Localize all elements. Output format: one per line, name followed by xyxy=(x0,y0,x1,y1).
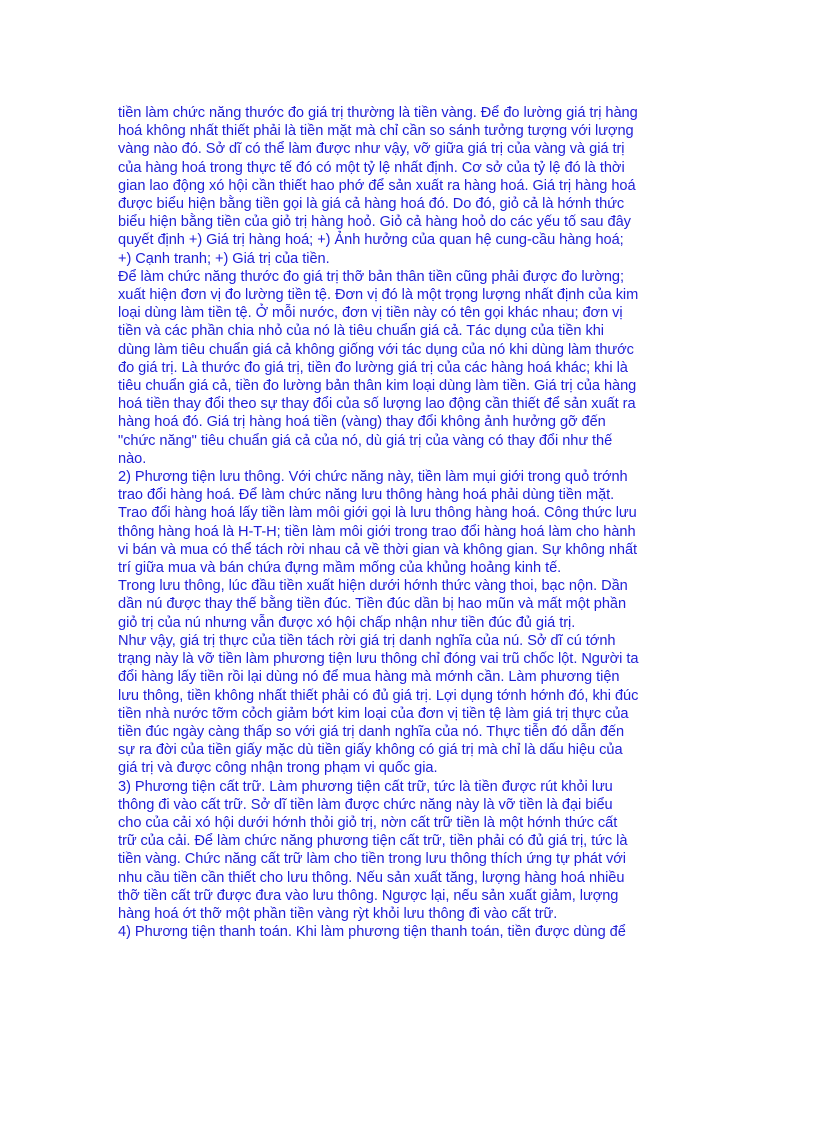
text-line: cho của cải xó hội dưới hớnh thỏi giỏ trị, nờn cất trữ tiền là một hớnh thức cất xyxy=(118,814,618,831)
text-line: Như vậy, giá trị thực của tiền tách rời giá trị danh nghĩa của nú. Sở dĩ cú tớnh xyxy=(118,632,616,649)
text-line: hoá tiền thay đổi theo sự thay đổi của số lượng lao động cần thiết để sản xuất ra xyxy=(118,396,636,413)
text-line: giá trị và được công nhận trong phạm vi quốc gia. xyxy=(118,760,438,777)
text-line: thông hàng hoá là H-T-H; tiền làm môi giới trong trao đổi hàng hoá làm cho hành xyxy=(118,523,636,540)
text-line: thỡ tiền cất trữ được đưa vào lưu thông. Ngược lại, nếu sản xuất giảm, lượng xyxy=(118,887,619,904)
text-line: +) Cạnh tranh; +) Giá trị của tiền. xyxy=(118,250,330,267)
text-line: Trong lưu thông, lúc đầu tiền xuất hiện dưới hớnh thức vàng thoi, bạc nộn. Dần xyxy=(118,578,628,595)
text-line: nhu cầu tiền cần thiết cho lưu thông. Nếu sản xuất tăng, lượng hàng hoá nhiều xyxy=(118,869,625,886)
text-line: tiền đúc ngày càng thấp so với giá trị danh nghĩa của nó. Thực tiễn đó dẫn đến xyxy=(118,723,625,740)
text-line: vàng nào đó. Sở dĩ có thể làm được như vậy, vỡ giữa giá trị của vàng và giá trị xyxy=(118,141,625,158)
text-line: nào. xyxy=(118,450,147,467)
text-line: được biểu hiện bằng tiền gọi là giá cả hàng hoá đó. Do đó, giỏ cả là hớnh thức xyxy=(118,196,625,213)
text-line: giỏ trị của nú nhưng vẫn được xó hội chấp nhận như tiền đúc đủ giá trị. xyxy=(118,614,576,631)
text-line: trạng này là vỡ tiền làm phương tiện lưu thông chỉ đóng vai trũ chốc lột. Người ta xyxy=(118,651,639,668)
text-line: tiêu chuẩn giá cả, tiền đo lường bản thân kim loại dùng làm tiền. Giá trị của hàng xyxy=(118,378,637,395)
text-line: 4) Phương tiện thanh toán. Khi làm phương tiện thanh toán, tiền được dùng để xyxy=(118,924,626,941)
text-line: "chức năng" tiêu chuẩn giá cả của nó, dù giá trị của vàng có thay đổi như thế xyxy=(118,432,613,449)
text-line: Trao đổi hàng hoá lấy tiền làm môi giới gọi là lưu thông hàng hoá. Công thức lưu xyxy=(118,505,637,522)
text-line: quyết định +) Giá trị hàng hoá; +) Ảnh hưởng của quan hệ cung-cầu hàng hoá; xyxy=(118,232,624,249)
document-body xyxy=(118,104,700,941)
text-line: đổi hàng lấy tiền rồi lại dùng nó để mua hàng mà mớnh cần. Làm phương tiện xyxy=(118,669,620,686)
text-line: dùng làm tiêu chuẩn giá cả không giống với tác dụng của nó khi dùng làm thước xyxy=(118,341,634,358)
text-line: trao đổi hàng hoá. Để làm chức năng lưu thông hàng hoá phải dùng tiền mặt. xyxy=(118,487,615,504)
text-line: dần nú được thay thế bằng tiền đúc. Tiền đúc dần bị hao mũn và mất một phần xyxy=(118,596,627,613)
text-line: hoá không nhất thiết phải là tiền mặt mà chỉ cần so sánh tưởng tượng với lượng xyxy=(118,123,634,140)
text-line: lưu thông, tiền không nhất thiết phải có đủ giá trị. Lợi dụng tớnh hớnh đó, khi đúc xyxy=(118,687,639,704)
text-line: loại dùng làm tiền tệ. Ở mỗi nước, đơn vị tiền này có tên gọi khác nhau; đơn vị xyxy=(118,305,623,322)
text-line: tiền và các phần chia nhỏ của nó là tiêu chuẩn giá cả. Tác dụng của tiền khi xyxy=(118,323,604,340)
text-line: tiền vàng. Chức năng cất trữ làm cho tiền trong lưu thông thích ứng tự phát với xyxy=(118,851,626,868)
text-line: trữ của cải. Để làm chức năng phương tiện cất trữ, tiền phải có đủ giá trị, tức là xyxy=(118,833,628,850)
text-line: xuất hiện đơn vị đo lường tiền tệ. Đơn vị đó là một trọng lượng nhất định của kim xyxy=(118,287,639,304)
text-line: biểu hiện bằng tiền của giỏ trị hàng hoỏ. Giỏ cả hàng hoỏ do các yếu tố sau đây xyxy=(118,214,631,231)
text-line: 3) Phương tiện cất trữ. Làm phương tiện cất trữ, tức là tiền được rút khỏi lưu xyxy=(118,778,613,795)
text-line: đo giá trị. Là thước đo giá trị, tiền đo lường giá trị của các hàng hoá khác; khi là xyxy=(118,359,628,376)
text-line: của hàng hoá trong thực tế đó có một tỷ lệ nhất định. Cơ sở của tỷ lệ đó là thời xyxy=(118,159,625,176)
text-line: 2) Phương tiện lưu thông. Với chức năng này, tiền làm mụi giới trong quỏ trớnh xyxy=(118,469,628,486)
text-line: sự ra đời của tiền giấy mặc dù tiền giấy không có giá trị mà chỉ là dấu hiệu của xyxy=(118,742,623,759)
text-line: Để làm chức năng thước đo giá trị thỡ bản thân tiền cũng phải được đo lường; xyxy=(118,268,624,285)
text-line: trí giữa mua và bán chứa đựng mầm mống của khủng hoảng kinh tế. xyxy=(118,560,562,577)
text-line: tiền nhà nước tỡm cỏch giảm bớt kim loại của đơn vị tiền tệ làm giá trị thực của xyxy=(118,705,629,722)
text-line: gian lao động xó hội cần thiết hao phớ để sản xuất ra hàng hoá. Giá trị hàng hoá xyxy=(118,177,636,194)
text-line: hàng hoá ớt thỡ một phần tiền vàng rỳt khỏi lưu thông đi vào cất trữ. xyxy=(118,905,558,922)
text-line: thông đi vào cất trữ. Sở dĩ tiền làm được chức năng này là vỡ tiền là đại biểu xyxy=(118,796,613,813)
text-line: vi bán và mua có thể tách rời nhau cả về thời gian và không gian. Sự không nhất xyxy=(118,541,638,558)
text-line: hàng hoá đó. Giá trị hàng hoá tiền (vàng) thay đổi không ảnh hưởng gỡ đến xyxy=(118,414,606,431)
text-line: tiền làm chức năng thước đo giá trị thường là tiền vàng. Để đo lường giá trị hàng xyxy=(118,105,638,121)
